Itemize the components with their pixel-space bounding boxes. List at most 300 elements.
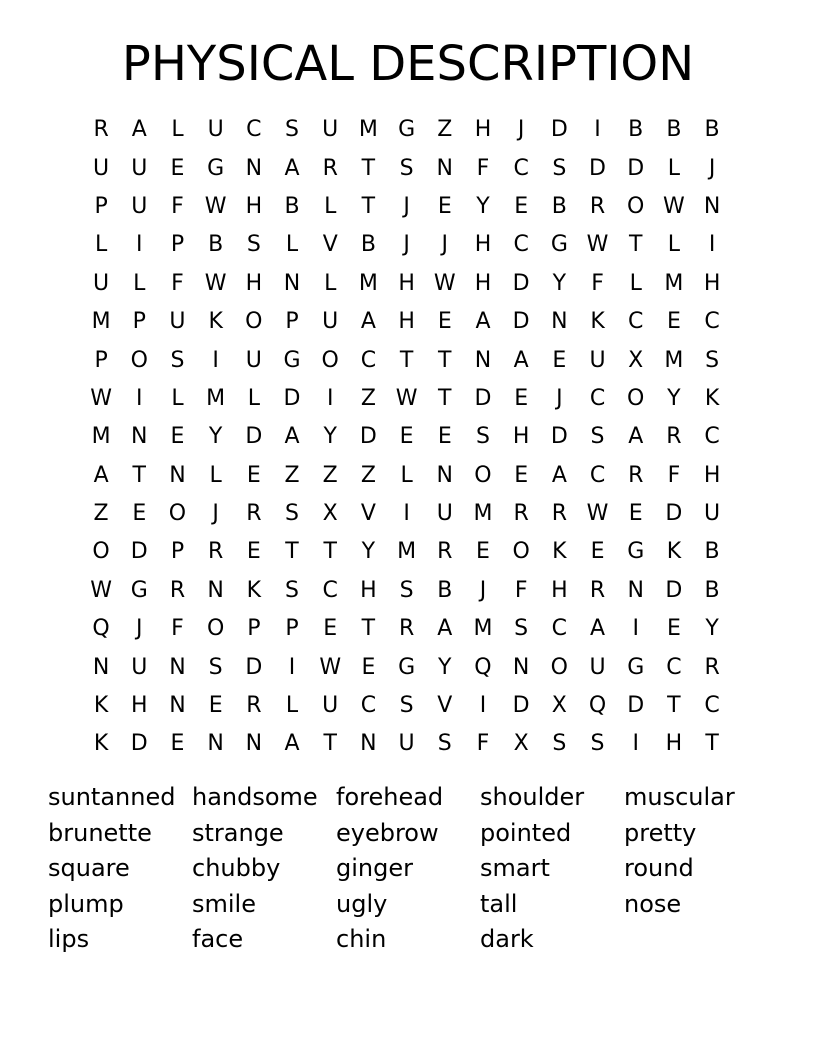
grid-letter: B	[284, 193, 300, 219]
grid-letter: X	[551, 693, 567, 719]
grid-letter: C	[704, 424, 720, 450]
grid-letter: Y	[323, 424, 337, 450]
grid-letter: D	[550, 117, 568, 143]
grid-letter: U	[169, 309, 186, 335]
grid-letter: J	[136, 616, 143, 642]
grid-row	[82, 648, 732, 686]
grid-letter: B	[437, 577, 453, 603]
grid-letter: L	[629, 270, 642, 296]
word-list-item: tall	[480, 889, 518, 918]
grid-letter: J	[403, 232, 410, 258]
grid-letter: V	[437, 693, 453, 719]
word-list-item: shoulder	[480, 783, 585, 811]
grid-letter: P	[170, 539, 185, 565]
grid-letter: M	[473, 501, 493, 527]
grid-row	[82, 572, 732, 610]
word-list-item: eyebrow	[336, 818, 439, 847]
grid-letter: E	[170, 731, 185, 757]
grid-letter: T	[438, 347, 452, 373]
grid-letter: D	[245, 654, 263, 680]
grid-letter: R	[322, 155, 338, 181]
grid-letter: S	[285, 501, 300, 527]
grid-letter: N	[703, 193, 721, 219]
grid-letter: G	[207, 155, 225, 181]
grid-letter: E	[170, 424, 185, 450]
grid-letter: H	[398, 270, 415, 296]
grid-letter: R	[169, 577, 186, 603]
grid-letter: R	[208, 539, 224, 565]
grid-letter: M	[91, 309, 111, 335]
grid-letter: P	[285, 309, 299, 335]
grid-letter: Z	[360, 385, 376, 411]
grid-letter: H	[245, 193, 263, 219]
grid-letter: V	[360, 501, 376, 527]
grid-letter: B	[551, 193, 567, 219]
grid-letter: Y	[476, 193, 490, 219]
grid-letter: J	[479, 577, 487, 603]
grid-letter: K	[93, 693, 109, 719]
grid-letter: I	[594, 117, 601, 143]
grid-letter: R	[628, 462, 644, 488]
grid-letter: D	[359, 424, 377, 450]
word-list-item: face	[192, 925, 244, 953]
grid-letter: N	[245, 731, 263, 757]
grid-letter: M	[358, 270, 378, 296]
grid-letter: R	[666, 424, 682, 450]
grid-letter: E	[666, 616, 681, 642]
grid-letter: R	[589, 193, 606, 219]
grid-letter: A	[93, 462, 109, 488]
grid-letter: A	[284, 424, 300, 450]
grid-letter: G	[550, 232, 568, 258]
word-list-item: dark	[480, 925, 534, 953]
grid-letter: O	[512, 539, 530, 565]
grid-letter: H	[474, 270, 492, 296]
grid-letter: J	[212, 501, 219, 527]
grid-letter: L	[324, 270, 337, 296]
grid-letter: L	[400, 462, 413, 488]
grid-letter: D	[550, 424, 568, 450]
grid-letter: D	[512, 693, 530, 719]
grid-letter: S	[590, 424, 605, 450]
grid-letter: L	[285, 693, 299, 719]
grid-letter: D	[627, 693, 645, 719]
grid-letter: P	[132, 309, 146, 335]
grid-letter: O	[130, 347, 148, 373]
grid-letter: A	[628, 424, 644, 450]
grid-letter: F	[476, 731, 490, 757]
grid-letter: K	[666, 539, 682, 565]
grid-letter: T	[705, 731, 719, 757]
grid-letter: L	[324, 193, 337, 219]
grid-letter: X	[628, 347, 644, 373]
grid-letter: A	[360, 309, 376, 335]
grid-letter: T	[361, 193, 376, 219]
grid-letter: E	[514, 462, 529, 488]
grid-letter: Z	[93, 501, 109, 527]
grid-letter: K	[246, 577, 262, 603]
grid-letter: N	[627, 577, 644, 603]
grid-letter: H	[245, 270, 263, 296]
grid-row	[82, 495, 732, 533]
word-list-item: round	[624, 854, 694, 882]
grid-letter: A	[590, 616, 606, 642]
grid-letter: N	[169, 693, 186, 719]
grid-letter: R	[246, 693, 262, 719]
grid-letter: S	[552, 731, 567, 757]
grid-letter: N	[283, 270, 301, 296]
grid-letter: D	[130, 539, 148, 565]
grid-letter: Y	[438, 654, 452, 680]
grid-letter: B	[628, 117, 644, 143]
grid-letter: K	[208, 309, 223, 335]
grid-letter: B	[666, 117, 682, 143]
grid-letter: J	[403, 193, 410, 219]
grid-letter: G	[130, 577, 148, 603]
word-list	[48, 780, 768, 958]
grid-letter: K	[552, 539, 567, 565]
grid-row	[82, 188, 732, 226]
grid-letter: L	[171, 385, 184, 411]
grid-letter: C	[322, 577, 338, 603]
grid-letter: I	[708, 232, 716, 258]
word-list-item: forehead	[336, 783, 444, 811]
grid-letter: D	[130, 731, 148, 757]
grid-letter: S	[285, 577, 300, 603]
grid-letter: S	[208, 654, 223, 680]
grid-letter: A	[437, 616, 453, 642]
grid-letter: J	[441, 232, 449, 258]
grid-letter: X	[322, 501, 338, 527]
grid-letter: O	[168, 501, 187, 527]
grid-letter: O	[92, 539, 110, 565]
grid-letter: N	[360, 731, 377, 757]
grid-row	[82, 457, 732, 495]
grid-letter: S	[399, 577, 414, 603]
grid-letter: K	[93, 731, 109, 757]
grid-letter: E	[132, 501, 147, 527]
grid-letter: S	[246, 232, 261, 258]
grid-row	[82, 149, 732, 187]
grid-letter: C	[589, 385, 606, 411]
grid-letter: I	[326, 385, 334, 411]
grid-letter: C	[589, 462, 606, 488]
grid-letter: B	[360, 232, 376, 258]
word-list-item: nose	[624, 889, 682, 918]
word-list-item: ginger	[336, 854, 413, 882]
grid-letter: W	[204, 193, 227, 219]
grid-row	[82, 687, 732, 725]
word-list-item: strange	[192, 818, 284, 847]
word-list-item: lips	[48, 925, 90, 953]
grid-letter: E	[514, 385, 529, 411]
grid-letter: T	[628, 232, 643, 258]
grid-letter: E	[552, 347, 567, 373]
grid-letter: N	[169, 654, 186, 680]
grid-letter: C	[628, 309, 644, 335]
word-list-item: ugly	[336, 889, 388, 918]
grid-letter: X	[513, 731, 529, 757]
grid-letter: R	[551, 501, 567, 527]
grid-letter: T	[132, 462, 146, 488]
grid-letter: A	[131, 117, 147, 143]
grid-row	[82, 226, 732, 264]
grid-letter: B	[704, 539, 720, 565]
grid-letter: M	[473, 616, 493, 642]
grid-letter: U	[436, 501, 453, 527]
word-list-item: suntanned	[48, 783, 176, 811]
grid-letter: D	[627, 155, 645, 181]
word-list-item: plump	[48, 889, 124, 918]
grid-letter: O	[627, 385, 645, 411]
grid-letter: W	[319, 654, 342, 680]
grid-letter: F	[171, 616, 184, 642]
grid-letter: P	[94, 347, 108, 373]
grid-letter: W	[586, 232, 609, 258]
grid-letter: I	[212, 347, 219, 373]
grid-letter: H	[703, 270, 721, 296]
grid-letter: N	[169, 462, 186, 488]
grid-letter: L	[285, 232, 299, 258]
grid-letter: M	[206, 385, 226, 411]
grid-letter: Y	[705, 616, 719, 642]
grid-letter: O	[245, 309, 263, 335]
grid-letter: J	[556, 385, 563, 411]
grid-letter: D	[665, 577, 683, 603]
grid-letter: I	[479, 693, 487, 719]
grid-letter: H	[474, 232, 492, 258]
grid-letter: K	[704, 385, 720, 411]
grid-letter: S	[399, 693, 414, 719]
grid-letter: G	[398, 117, 416, 143]
grid-letter: E	[323, 616, 338, 642]
grid-letter: W	[90, 577, 112, 603]
grid-letter: A	[284, 731, 300, 757]
grid-letter: L	[94, 232, 108, 258]
grid-letter: A	[513, 347, 529, 373]
grid-letter: L	[667, 232, 681, 258]
grid-letter: I	[632, 616, 639, 642]
grid-letter: E	[437, 309, 452, 335]
grid-row	[82, 265, 732, 303]
grid-letter: E	[628, 501, 643, 527]
grid-letter: T	[667, 693, 681, 719]
grid-letter: D	[474, 385, 492, 411]
grid-letter: U	[131, 654, 148, 680]
grid-letter: R	[398, 616, 415, 642]
grid-letter: D	[512, 270, 530, 296]
grid-letter: H	[551, 577, 568, 603]
grid-letter: R	[437, 539, 453, 565]
grid-letter: I	[632, 731, 639, 757]
grid-letter: U	[322, 693, 339, 719]
grid-letter: A	[551, 462, 567, 488]
grid-letter: W	[433, 270, 456, 296]
word-list-item: muscular	[624, 783, 735, 811]
grid-letter: Z	[360, 462, 376, 488]
grid-letter: N	[92, 654, 110, 680]
grid-letter: E	[666, 309, 681, 335]
grid-letter: B	[208, 232, 224, 258]
grid-letter: R	[704, 654, 720, 680]
grid-letter: E	[246, 462, 261, 488]
grid-letter: B	[704, 117, 720, 143]
grid-letter: U	[245, 347, 262, 373]
grid-letter: P	[285, 616, 299, 642]
grid-letter: H	[474, 117, 492, 143]
grid-letter: H	[360, 577, 377, 603]
grid-letter: M	[358, 117, 378, 143]
grid-letter: G	[283, 347, 301, 373]
grid-letter: P	[94, 193, 108, 219]
grid-letter: H	[131, 693, 148, 719]
grid-letter: T	[361, 155, 376, 181]
grid-letter: Q	[92, 616, 110, 642]
grid-letter: G	[627, 654, 645, 680]
grid-letter: C	[704, 693, 720, 719]
grid-letter: I	[136, 385, 143, 411]
word-list-item: handsome	[192, 783, 318, 811]
grid-letter: M	[664, 270, 684, 296]
grid-letter: M	[664, 347, 684, 373]
grid-letter: H	[512, 424, 530, 450]
grid-letter: Y	[361, 539, 376, 565]
grid-letter: T	[361, 616, 376, 642]
grid-letter: Q	[588, 693, 607, 719]
grid-letter: Q	[474, 654, 492, 680]
grid-letter: T	[323, 731, 337, 757]
grid-letter: R	[246, 501, 262, 527]
grid-letter: D	[283, 385, 301, 411]
grid-letter: U	[93, 155, 110, 181]
grid-letter: L	[171, 117, 184, 143]
grid-letter: U	[131, 155, 148, 181]
grid-letter: W	[663, 193, 685, 219]
grid-letter: O	[474, 462, 492, 488]
grid-letter: R	[93, 117, 109, 143]
grid-letter: F	[171, 270, 184, 296]
grid-letter: R	[513, 501, 529, 527]
word-list-item: smart	[480, 854, 550, 882]
grid-letter: U	[322, 117, 339, 143]
grid-letter: D	[245, 424, 263, 450]
word-list-item: pointed	[480, 818, 572, 847]
word-list-item: pretty	[624, 818, 697, 847]
grid-letter: P	[170, 232, 185, 258]
grid-letter: U	[398, 731, 415, 757]
grid-letter: R	[589, 577, 606, 603]
grid-letter: U	[704, 501, 721, 527]
grid-letter: E	[437, 424, 452, 450]
grid-letter: N	[207, 731, 224, 757]
grid-letter: E	[476, 539, 490, 565]
grid-row	[82, 303, 732, 341]
grid-letter: T	[285, 539, 299, 565]
grid-letter: Y	[552, 270, 567, 296]
grid-letter: M	[397, 539, 417, 565]
grid-letter: L	[209, 462, 222, 488]
page-title: PHYSICAL DESCRIPTION	[121, 36, 695, 92]
letter-grid	[82, 111, 732, 764]
grid-letter: E	[437, 193, 452, 219]
grid-letter: Z	[437, 117, 453, 143]
grid-letter: W	[586, 501, 609, 527]
grid-letter: S	[552, 155, 567, 181]
grid-letter: I	[288, 654, 296, 680]
grid-letter: T	[399, 347, 414, 373]
grid-row	[82, 380, 732, 418]
grid-letter: L	[133, 270, 146, 296]
grid-letter: P	[247, 616, 261, 642]
grid-letter: D	[512, 309, 530, 335]
grid-letter: S	[437, 731, 452, 757]
grid-row	[82, 418, 732, 456]
grid-letter: E	[246, 539, 261, 565]
grid-letter: U	[322, 309, 339, 335]
grid-letter: N	[245, 155, 263, 181]
grid-letter: N	[436, 462, 454, 488]
grid-row	[82, 341, 732, 379]
grid-letter: V	[322, 232, 338, 258]
grid-letter: C	[360, 693, 377, 719]
grid-letter: N	[436, 155, 454, 181]
grid-letter: I	[403, 501, 410, 527]
grid-letter: U	[207, 117, 224, 143]
grid-letter: F	[667, 462, 681, 488]
grid-letter: W	[395, 385, 418, 411]
grid-letter: E	[514, 193, 529, 219]
grid-letter: K	[590, 309, 605, 335]
grid-letter: U	[589, 347, 606, 373]
grid-row	[82, 725, 732, 763]
grid-row	[82, 610, 732, 648]
grid-letter: S	[590, 731, 605, 757]
grid-letter: I	[136, 232, 143, 258]
grid-letter: E	[361, 654, 376, 680]
grid-letter: A	[475, 309, 491, 335]
grid-letter: T	[323, 539, 337, 565]
grid-letter: Z	[284, 462, 300, 488]
grid-letter: S	[514, 616, 529, 642]
grid-letter: L	[247, 385, 260, 411]
grid-letter: O	[321, 347, 339, 373]
grid-letter: W	[204, 270, 227, 296]
grid-letter: F	[476, 155, 490, 181]
grid-letter: B	[704, 577, 720, 603]
grid-letter: S	[399, 155, 414, 181]
grid-letter: U	[131, 193, 148, 219]
grid-letter: W	[90, 385, 112, 411]
grid-letter: N	[207, 577, 224, 603]
grid-letter: O	[627, 193, 645, 219]
grid-letter: T	[438, 385, 452, 411]
grid-letter: S	[285, 117, 300, 143]
grid-letter: N	[131, 424, 148, 450]
grid-letter: L	[667, 155, 681, 181]
grid-letter: J	[517, 117, 525, 143]
word-list-item: square	[48, 854, 130, 882]
grid-letter: C	[246, 117, 262, 143]
grid-letter: Z	[322, 462, 338, 488]
grid-letter: S	[705, 347, 720, 373]
grid-letter: C	[551, 616, 568, 642]
grid-letter: A	[284, 155, 300, 181]
grid-letter: S	[475, 424, 490, 450]
grid-letter: E	[170, 155, 185, 181]
grid-letter: M	[91, 424, 111, 450]
word-list-item: smile	[192, 889, 256, 918]
grid-letter: D	[589, 155, 606, 181]
